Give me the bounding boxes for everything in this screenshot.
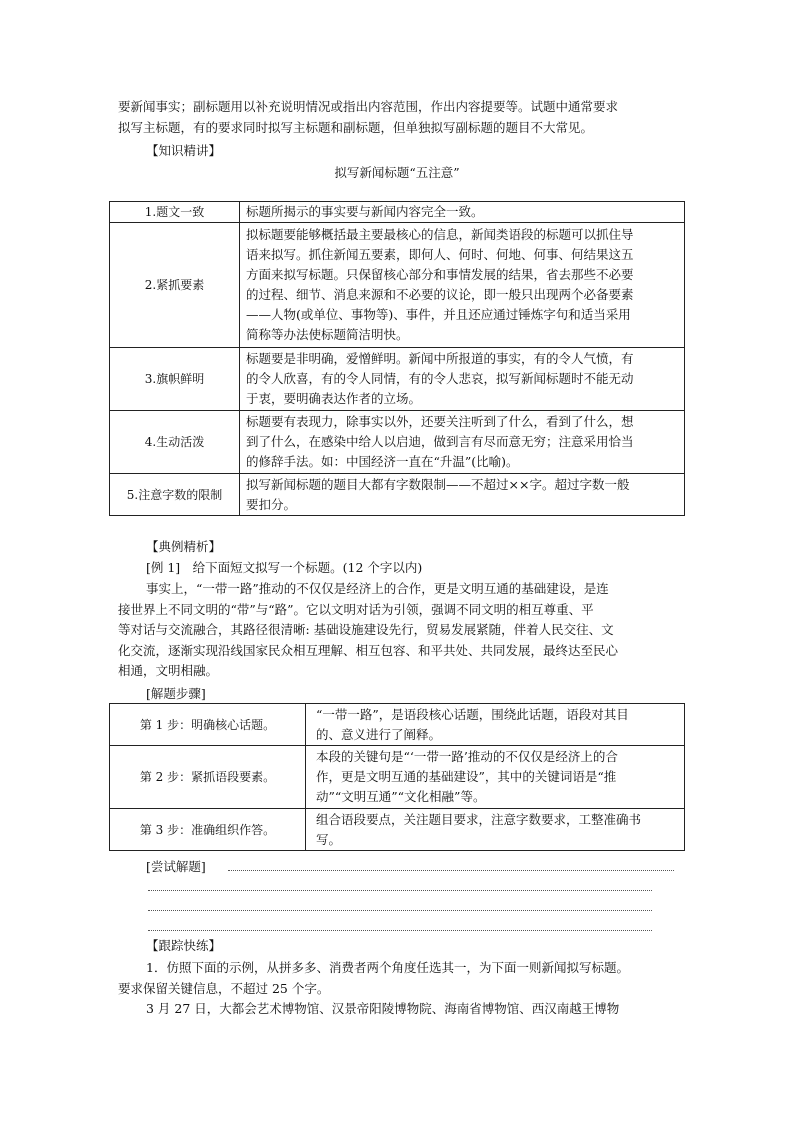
step-line: 的、意义进行了阐释。: [316, 726, 442, 742]
table-row: [110, 411, 685, 474]
row-line: 拟标题要能够概括最主要最核心的信息，新闻类语段的标题可以抓住导: [246, 227, 634, 242]
step-content: [306, 809, 685, 851]
row-line: 标题要有表现力，除事实以外，还要关注听到了什么，看到了什么，想: [246, 414, 634, 429]
step-line: 组合语段要点，关注题目要求，注意字数要求，工整准确书: [316, 811, 642, 827]
intro-line: 要新闻事实；副标题用以补充说明情况或指出内容范围，作出内容提要等。试题中通常要求: [118, 99, 619, 114]
passage-line: 相通，文明相融。: [118, 663, 219, 678]
row-content: [240, 474, 685, 516]
row-label: 5.注意字数的限制: [110, 474, 240, 516]
table-row: [110, 474, 685, 516]
example-passage: [118, 579, 688, 682]
row-content: [240, 348, 685, 411]
practice-paragraph: [118, 958, 688, 1020]
knowledge-table-title: 拟写新闻标题“五注意”: [334, 165, 460, 180]
table-row: [110, 704, 685, 746]
step-content: [306, 746, 685, 809]
passage-line: 化交流，逐渐实现沿线国家民众相互理解、相互包容、和平共处、共同发展，最终达至民心: [118, 642, 619, 658]
row-line: 的令人欣喜，有的令人同情，有的令人悲哀，拟写新闻标题时不能无动: [246, 371, 634, 386]
row-content: [240, 202, 685, 223]
row-line: 方面来拟写标题。只保留核心部分和事情发展的结果，省去那些不必要: [246, 267, 634, 282]
table-row: [110, 809, 685, 851]
knowledge-heading: 【知识精讲】: [146, 143, 222, 158]
example-question: [例 1] 给下面短文拟写一个标题。(12 个字以内): [146, 560, 423, 575]
practice-line: 3 月 27 日，大都会艺术博物馆、汉景帝阳陵博物院、海南省博物馆、西汉南越王博物: [146, 1001, 620, 1016]
row-line: 要扣分。: [246, 496, 297, 512]
table-row: [110, 202, 685, 223]
knowledge-table: [109, 201, 685, 516]
table-row: [110, 746, 685, 809]
answer-line[interactable]: [148, 890, 652, 891]
row-content: [240, 223, 685, 348]
passage-line: 接世界上不同文明的“带”与“路”。它以文明对话为引领，强调不同文明的相互尊重、平: [118, 601, 594, 617]
step-line: 动”“文明互通”“文化相融”等。: [316, 789, 486, 804]
row-line: 到了什么，在感染中给人以启迪，做到言有尽而意无穷；注意采用恰当: [246, 434, 634, 449]
intro-paragraph: [118, 97, 688, 138]
steps-heading: [解题步骤]: [146, 686, 206, 701]
row-label: 3.旗帜鲜明: [110, 348, 240, 411]
row-line: 于衷，要明确表达作者的立场。: [246, 391, 422, 406]
row-line: ——人物(或单位、事物等)、事件，并且还应通过锤炼字句和适当采用: [246, 307, 631, 322]
passage-line: 事实上，“一带一路”推动的不仅仅是经济上的合作，更是文明互通的基础建设，是连: [146, 581, 609, 596]
practice-line: 1．仿照下面的示例，从拼多多、消费者两个角度任选其一，为下面一则新闻拟写标题。: [146, 960, 629, 975]
row-line: 标题要是非明确，爱憎鲜明。新闻中所报道的事实，有的令人气愤，有: [246, 351, 634, 366]
answer-line[interactable]: [148, 910, 652, 911]
row-content: [240, 411, 685, 474]
row-line: 语来拟写。抓住新闻五要素，即何人、何时、何地、何事、何结果这五: [246, 247, 634, 262]
row-line: 拟写新闻标题的题目大都有字数限制——不超过××字。超过字数一般: [246, 476, 630, 492]
practice-heading: 【跟踪快练】: [146, 938, 222, 953]
row-label: 1.题文一致: [110, 202, 240, 223]
passage-line: 等对话与交流融合，其路径很清晰: 基础设施建设先行，贸易发展紧随，伴着人民交往、文: [118, 622, 614, 637]
row-label: 4.生动活泼: [110, 411, 240, 474]
row-line: 标题所揭示的事实要与新闻内容完全一致。: [246, 204, 484, 219]
step-label: 第 2 步：紧抓语段要素。: [110, 746, 306, 809]
step-label: 第 1 步：明确核心话题。: [110, 704, 306, 746]
try-label: [尝试解题]: [146, 859, 206, 874]
steps-table: [109, 703, 685, 851]
table-row: [110, 348, 685, 411]
step-content: [306, 704, 685, 746]
answer-line[interactable]: [148, 930, 652, 931]
example-heading: 【典例精析】: [146, 539, 222, 554]
step-label: 第 3 步：准确组织作答。: [110, 809, 306, 851]
step-line: 写。: [316, 831, 342, 847]
row-line: 的过程、细节、消息来源和不必要的议论，即一般只出现两个必备要素: [246, 287, 634, 302]
table-row: [110, 223, 685, 348]
step-line: “一带一路”，是语段核心话题，围绕此话题，语段对其目: [316, 706, 629, 722]
step-line: 本段的关键句是“‘一带一路’推动的不仅仅是经济上的合: [316, 749, 618, 764]
intro-line: 拟写主标题，有的要求同时拟写主标题和副标题，但单独拟写副标题的题目不大常见。: [118, 119, 594, 135]
answer-line[interactable]: [228, 870, 674, 871]
practice-line: 要求保留关键信息，不超过 25 个字。: [118, 980, 330, 996]
row-label: 2.紧抓要素: [110, 223, 240, 348]
row-line: 的修辞手法。如：中国经济一直在“升温”(比喻)。: [246, 454, 519, 469]
step-line: 作，更是文明互通的基础建设”，其中的关键词语是“推: [316, 769, 617, 784]
row-line: 简称等办法使标题简洁明快。: [246, 327, 409, 342]
